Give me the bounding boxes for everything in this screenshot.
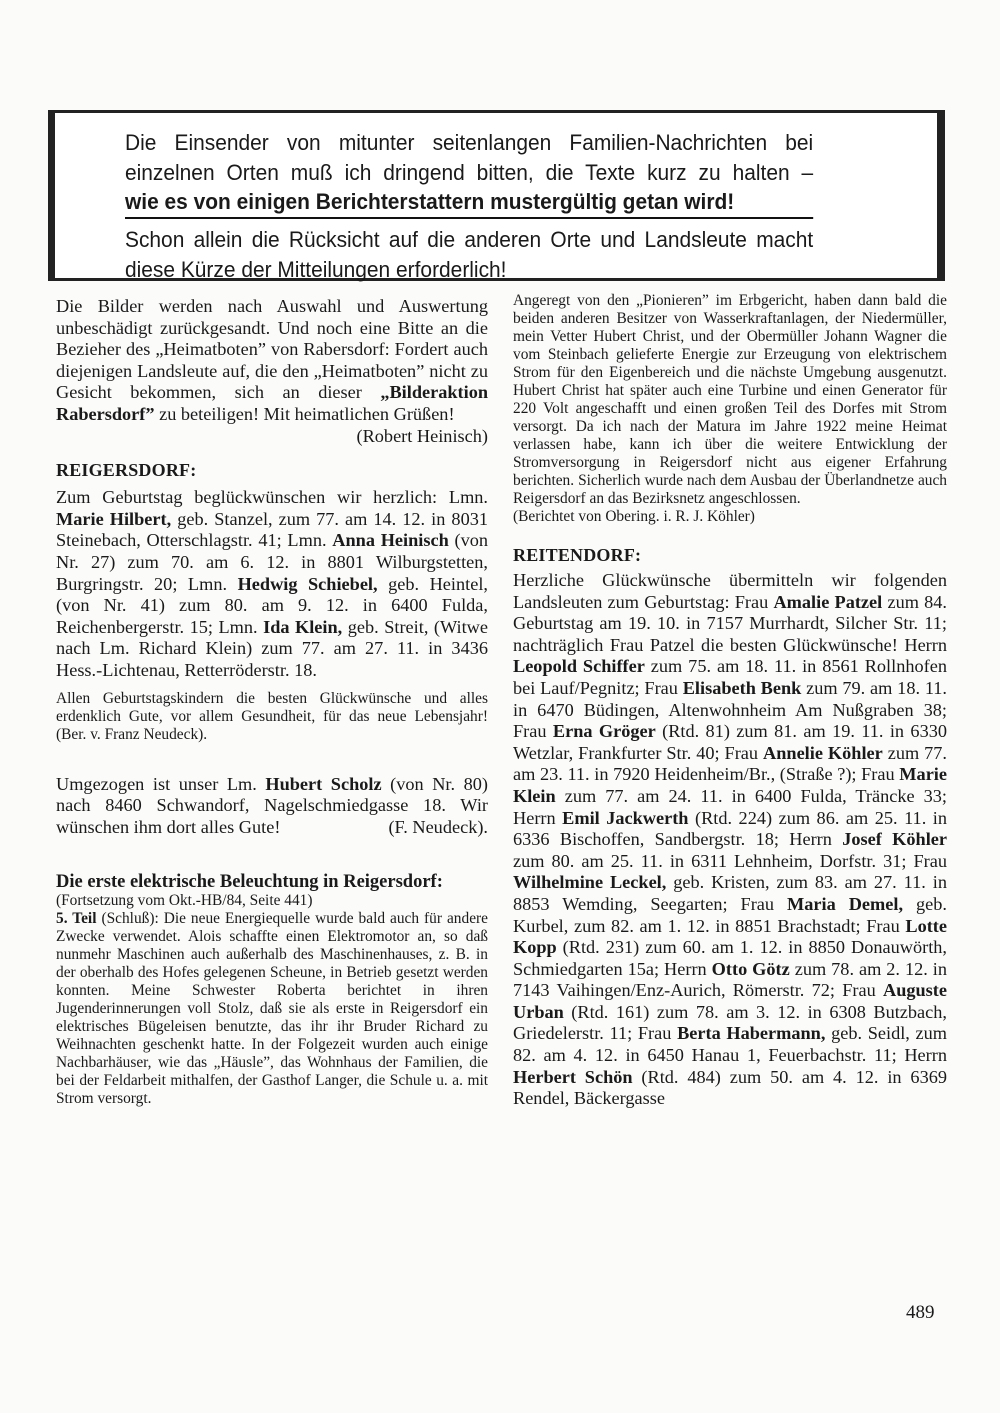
article-continued: Angeregt von den „Pionieren” im Erbgericht, haben dann bald die beiden anderen Besitzer von Wasserkraftanlagen, der Niedermüller, mein Vetter Hubert Christ, und der Obermüller Johann Wagner die vom Steinbach gelieferte Energie zur Erzeugung von elektrischem Strom für den Eigenbereich und die nächste Umgebung ausgenutzt. Hubert Christ hat später auch eine Turbine und einen Generator für 220 Volt angeschafft und einen großen Teil des Dorfes mit Strom versorgt. Da ich nach der Matura im Jahre 1922 meine Heimat verlassen habe, kann ich über die weitere Entwicklung der Stromversorgung in Reigersdorf nicht aus eigener Erfahrung berichten. Sicherlich wurde nach dem Ausbau der Überlandnetze auch Reigersdorf an das Bezirksnetz angeschlossen. xyxy=(513,292,947,507)
text: (Rtd. 484) zum 50. am 4. 12. in 6369 Rendel, Bäckergasse xyxy=(513,1066,947,1109)
text: geb. Stanzel, zum 77. am 14. 12. in 8031 Steinebach, Otterschlagstr. 41; Lmn. xyxy=(56,508,488,551)
right-column xyxy=(513,292,947,1110)
text: geb. Heintel, (von Nr. 41) zum 80. am 9. 12. in 6400 Fulda, Reichenbergerstr. 15; Lmn. xyxy=(56,573,488,637)
text: (Schluß): Die neue Energiequelle wurde bald auch für andere Zwecke verwendet. Alois schaffte einen Elektromotor an, so daß nunmehr Maschinen auch außerhalb des Maschinenhauses, z. B. in der oberhalb des Hofes gelegenen Scheune, in Betrieb gesetzt werden konnten. Meine Schwester Roberta berichtet in ihren Jugenderinnerungen voll Stolz, daß sie als erste in Reigersdorf ein elektrisches Bügeleisen benutzte, das ihr ihr Bruder Richard zu Weihnachten geschenkt hatte. In der Folgezeit wurden auch einige Nachbarhäuser, wie das „Häusle”, das Wohnhaus der Familien, die bei der Feldarbeit mithalfen, der Gasthof Langer, die Schule u. a. mit Strom versorgt. xyxy=(56,910,488,1108)
text: (Rtd. 161) zum 78. am 3. 12. in 6308 Butzbach, Griedelerstr. 11; Frau xyxy=(513,1001,947,1044)
notice-text xyxy=(125,128,813,285)
text: (von Nr. 80) nach 8460 Schwandorf, Nagelschmiedgasse 18. Wir wünschen ihm dort alles Gute! xyxy=(56,773,488,837)
person-name: Josef Köhler xyxy=(842,829,947,850)
reigersdorf-birthdays xyxy=(56,487,488,681)
article-title: Die erste elektrische Beleuchtung in Reigersdorf: xyxy=(56,872,443,893)
person-name: Anna Heinisch xyxy=(332,530,449,551)
person-name: Annelie Köhler xyxy=(763,742,883,763)
person-name: Leopold Schiffer xyxy=(513,656,645,677)
notice-line-1: Die Einsender von mitunter seitenlangen Familien-Nachrichten bei einzelnen Orten muß ich dringend bitten, die Texte kurz zu halten – xyxy=(125,130,814,185)
text: zum 80. am 25. 11. in 6311 Lehnheim, Dorfstr. 31; Frau xyxy=(513,850,947,871)
person-name: Amalie Patzel xyxy=(773,591,883,612)
intro-signature: (Robert Heinisch) xyxy=(356,425,488,446)
text: geb. Kurbel, zum 82. am 1. 12. in 8851 Brachstadt; Frau xyxy=(513,893,947,936)
intro-text-end: zu beteiligen! Mit heimatlichen Grüßen! xyxy=(154,403,455,424)
text: zum 78. am 2. 12. in 7143 Vaihingen/Enz-Aurich, Römerstr. 72; Frau xyxy=(513,958,947,1001)
notice-line-2: Schon allein die Rücksicht auf die anderen Orte und Landsleute macht diese Kürze der Mitteilungen erforderlich! xyxy=(125,227,814,282)
person-name: Wilhelmine Leckel, xyxy=(513,872,667,893)
text: zum 75. am 18. 11. in 8561 Rollnhofen bei Lauf/Pegnitz; Frau xyxy=(513,656,947,698)
text: zum 77. am 24. 11. in 6400 Fulda, Träncke 33; Herrn xyxy=(513,785,947,828)
text: (Rtd. 81) zum 81. am 19. 11. in 6330 Wetzlar, Frankfurter Str. 40; Frau xyxy=(513,721,947,763)
person-name: Marie Klein xyxy=(513,764,947,806)
text: geb. Streit, (Witwe nach Lm. Richard Klein) zum 77. am 27. 11. in 3436 Hess.-Lichtenau, Retterröderstr. 18. xyxy=(56,616,488,680)
reitendorf-birthdays xyxy=(513,570,947,1110)
person-name: Herbert Schön xyxy=(513,1066,633,1087)
person-name: Erna Gröger xyxy=(552,721,656,742)
text: (von Nr. 27) zum 70. am 6. 12. in 8801 Wilburgstetten, Burgringstr. 20; Lmn. xyxy=(56,530,488,594)
text: Umgezogen ist unser Lm. xyxy=(56,773,266,794)
person-name: Emil Jackwerth xyxy=(562,807,689,828)
person-name: Hedwig Schiebel, xyxy=(237,573,378,594)
article-signature: (Berichtet von Obering. i. R. J. Köhler) xyxy=(513,508,755,525)
article-continuation: (Fortsetzung vom Okt.-HB/84, Seite 441) xyxy=(56,892,313,910)
person-name: Lotte Kopp xyxy=(513,915,947,958)
reigersdorf-wishes: Allen Geburtstagskindern die besten Glückwünsche und alles erdenklich Gute, vor allem Gesundheit, für das neue Lebensjahr! (Ber. v. Franz Neudeck). xyxy=(56,689,488,743)
notice-emphasis: wie es von einigen Berichterstattern mustergültig getan wird! xyxy=(125,188,813,219)
person-name: Marie Hilbert, xyxy=(56,508,172,529)
notice-box xyxy=(48,110,945,281)
moved-signature: (F. Neudeck). xyxy=(388,816,488,837)
bilderaktion-title: „Bilderaktion Rabersdorf” xyxy=(56,382,488,424)
person-name: Otto Götz xyxy=(711,958,790,979)
text: zum 84. Geburtstag am 19. 10. in 7157 Murrhardt, Silcher Str. 11; nachträglich Frau Patzel die besten Glückwünsche! Herrn xyxy=(513,591,948,655)
intro-paragraph xyxy=(56,296,488,447)
text: geb. Seidl, zum 82. am 4. 12. in 6450 Hanau 1, Feuerbachstr. 11; Herrn xyxy=(513,1023,948,1066)
section-heading-reigersdorf: REIGERSDORF: xyxy=(56,460,197,481)
left-column xyxy=(56,296,488,1108)
person-name: Elisabeth Benk xyxy=(682,677,802,698)
text: (Rtd. 231) zum 60. am 1. 12. in 8850 Donauwörth, Schmiedgarten 15a; Herrn xyxy=(513,937,947,979)
person-name: Ida Klein, xyxy=(263,616,343,637)
person-name: Hubert Scholz xyxy=(265,773,382,794)
text: zum 79. am 18. 11. in 6470 Büdingen, Altenwohnheim Am Nußgraben 38; Frau xyxy=(513,677,947,742)
text: Herzliche Glückwünsche übermitteln wir folgenden Landsleuten zum Geburtstag: Frau xyxy=(513,570,947,612)
person-name: Maria Demel, xyxy=(787,893,904,914)
article-body xyxy=(56,910,488,1108)
text: Zum Geburtstag beglückwünschen wir herzlich: Lmn. xyxy=(56,487,488,508)
person-name: Berta Habermann, xyxy=(677,1023,826,1044)
intro-text: Die Bilder werden nach Auswahl und Auswertung unbeschädigt zurückgesandt. Und noch eine Bitte an die Bezieher des „Heimatboten” von Rabersdorf: Fordert auch diejenigen Landsleute auf, die den „Heimatboten” nicht zu Gesicht bekommen, sich an dieser xyxy=(56,296,488,403)
page-number: 489 xyxy=(906,1302,935,1323)
text: (Rtd. 224) zum 86. am 25. 11. in 6336 Bischoffen, Sandbergstr. 18; Herrn xyxy=(513,807,947,850)
text: geb. Kristen, zum 83. am 27. 11. in 8853 Wemding, Seegarten; Frau xyxy=(513,872,947,914)
text: zum 77. am 23. 11. in 7920 Heidenheim/Br., (Straße ?); Frau xyxy=(513,742,947,785)
person-name: Auguste Urban xyxy=(513,980,947,1022)
reigersdorf-moved xyxy=(56,774,488,839)
section-heading-reitendorf: REITENDORF: xyxy=(513,545,642,565)
part-label: 5. Teil xyxy=(56,910,97,928)
